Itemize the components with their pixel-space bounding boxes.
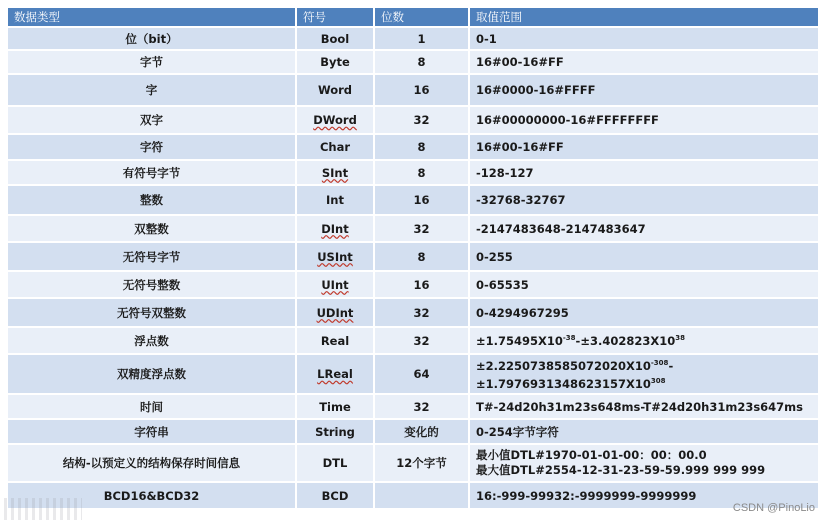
- range-mantissa-max: ±1.7976931348623157X10: [476, 376, 651, 391]
- range-mantissa-min: ±1.75495X10: [476, 333, 563, 348]
- range-cell: [469, 444, 819, 482]
- symbol-cell: Real: [296, 327, 374, 354]
- range-mantissa-max: -±3.402823X10: [575, 333, 676, 348]
- type-cell: 字符: [7, 134, 296, 160]
- symbol-cell: [296, 354, 374, 394]
- table-row: [7, 327, 819, 354]
- symbol-text: UInt: [321, 277, 349, 292]
- table-row: [7, 185, 819, 215]
- table-row: [7, 444, 819, 482]
- range-exponent-max: 38: [675, 333, 685, 342]
- symbol-text: SInt: [321, 165, 349, 180]
- range-cell: [469, 354, 819, 394]
- table-row: [7, 134, 819, 160]
- type-cell: 双字: [7, 106, 296, 134]
- symbol-text: LReal: [317, 367, 353, 381]
- range-line-2: 最大值DTL#2554-12-31-23-59-59.999 999 999: [476, 463, 766, 477]
- header-symbol: 符号: [296, 7, 374, 27]
- type-cell: 位（bit）: [7, 27, 296, 50]
- symbol-cell: String: [296, 419, 374, 444]
- table-row: [7, 394, 819, 419]
- table-row: [7, 50, 819, 74]
- bits-cell: 8: [374, 160, 469, 185]
- symbol-cell: Char: [296, 134, 374, 160]
- range-cell: [469, 327, 819, 354]
- bits-cell: 8: [374, 50, 469, 74]
- symbol-cell: [296, 215, 374, 242]
- range-separator: -: [668, 359, 674, 373]
- table-row: [7, 482, 819, 509]
- type-cell: 双精度浮点数: [7, 354, 296, 394]
- table-row: [7, 271, 819, 298]
- symbol-cell: [296, 298, 374, 327]
- table-row: [7, 215, 819, 242]
- type-cell: 时间: [7, 394, 296, 419]
- blurred-artifact: [4, 498, 82, 520]
- data-type-table: [6, 6, 820, 510]
- range-cell: -2147483648-2147483647: [469, 215, 819, 242]
- range-cell: 16#00000000-16#FFFFFFFF: [469, 106, 819, 134]
- type-cell: 浮点数: [7, 327, 296, 354]
- table-row: [7, 27, 819, 50]
- symbol-cell: Bool: [296, 27, 374, 50]
- header-type: 数据类型: [7, 7, 296, 27]
- symbol-cell: Int: [296, 185, 374, 215]
- symbol-cell: [296, 271, 374, 298]
- range-exponent-min: -308: [650, 359, 669, 368]
- table-row: [7, 242, 819, 271]
- bits-cell: 32: [374, 215, 469, 242]
- header-bits: 位数: [374, 7, 469, 27]
- range-cell: 0-4294967295: [469, 298, 819, 327]
- bits-cell: 12个字节: [374, 444, 469, 482]
- symbol-text: USInt: [317, 249, 353, 264]
- symbol-text: DInt: [321, 221, 349, 236]
- bits-cell: 1: [374, 27, 469, 50]
- range-line-1: [476, 356, 812, 374]
- range-cell: 16:-999-99932:-9999999-9999999: [469, 482, 819, 509]
- type-cell: 字符串: [7, 419, 296, 444]
- bits-cell: 16: [374, 74, 469, 106]
- symbol-cell: Byte: [296, 50, 374, 74]
- symbol-cell: BCD: [296, 482, 374, 509]
- symbol-cell: Time: [296, 394, 374, 419]
- symbol-cell: [296, 242, 374, 271]
- range-cell: 0-255: [469, 242, 819, 271]
- bits-cell: 32: [374, 394, 469, 419]
- bits-cell: 变化的: [374, 419, 469, 444]
- table-row: [7, 106, 819, 134]
- range-cell: 16#0000-16#FFFF: [469, 74, 819, 106]
- range-line-1: 最小值DTL#1970-01-01-00：00：00.0: [476, 448, 707, 462]
- range-cell: 0-1: [469, 27, 819, 50]
- range-cell: 16#00-16#FF: [469, 134, 819, 160]
- type-cell: 无符号整数: [7, 271, 296, 298]
- bits-cell: 16: [374, 271, 469, 298]
- symbol-cell: [296, 160, 374, 185]
- bits-cell: 32: [374, 298, 469, 327]
- symbol-text: DWord: [313, 113, 357, 127]
- table-row: [7, 160, 819, 185]
- range-cell: -128-127: [469, 160, 819, 185]
- bits-cell: 32: [374, 327, 469, 354]
- symbol-cell: DTL: [296, 444, 374, 482]
- table-row: [7, 354, 819, 394]
- bits-cell: [374, 482, 469, 509]
- range-cell: 0-254字节字符: [469, 419, 819, 444]
- type-cell: 字: [7, 74, 296, 106]
- bits-cell: 32: [374, 106, 469, 134]
- range-line-2: [476, 374, 812, 392]
- bits-cell: 8: [374, 134, 469, 160]
- header-range: 取值范围: [469, 7, 819, 27]
- table-row: [7, 74, 819, 106]
- type-cell: BCD16&BCD32: [7, 482, 296, 509]
- header-row: [7, 7, 819, 27]
- type-cell: 整数: [7, 185, 296, 215]
- range-cell: T#-24d20h31m23s648ms-T#24d20h31m23s647ms: [469, 394, 819, 419]
- bits-cell: 8: [374, 242, 469, 271]
- symbol-text: UDInt: [316, 305, 354, 320]
- type-cell: 无符号双整数: [7, 298, 296, 327]
- range-mantissa-min: ±2.2250738585072020X10: [476, 359, 651, 373]
- symbol-cell: [296, 106, 374, 134]
- table-row: [7, 419, 819, 444]
- symbol-cell: Word: [296, 74, 374, 106]
- bits-cell: 64: [374, 354, 469, 394]
- type-cell: 字节: [7, 50, 296, 74]
- type-cell: 无符号字节: [7, 242, 296, 271]
- bits-cell: 16: [374, 185, 469, 215]
- range-exponent-max: 308: [650, 377, 666, 385]
- type-cell: 双整数: [7, 215, 296, 242]
- range-cell: 0-65535: [469, 271, 819, 298]
- watermark: CSDN @PinoLio: [732, 502, 815, 514]
- table-header: [7, 7, 819, 27]
- type-cell: 结构-以预定义的结构保存时间信息: [7, 444, 296, 482]
- range-exponent-min: -38: [562, 333, 576, 342]
- type-cell: 有符号字节: [7, 160, 296, 185]
- table-row: [7, 298, 819, 327]
- range-cell: -32768-32767: [469, 185, 819, 215]
- range-cell: 16#00-16#FF: [469, 50, 819, 74]
